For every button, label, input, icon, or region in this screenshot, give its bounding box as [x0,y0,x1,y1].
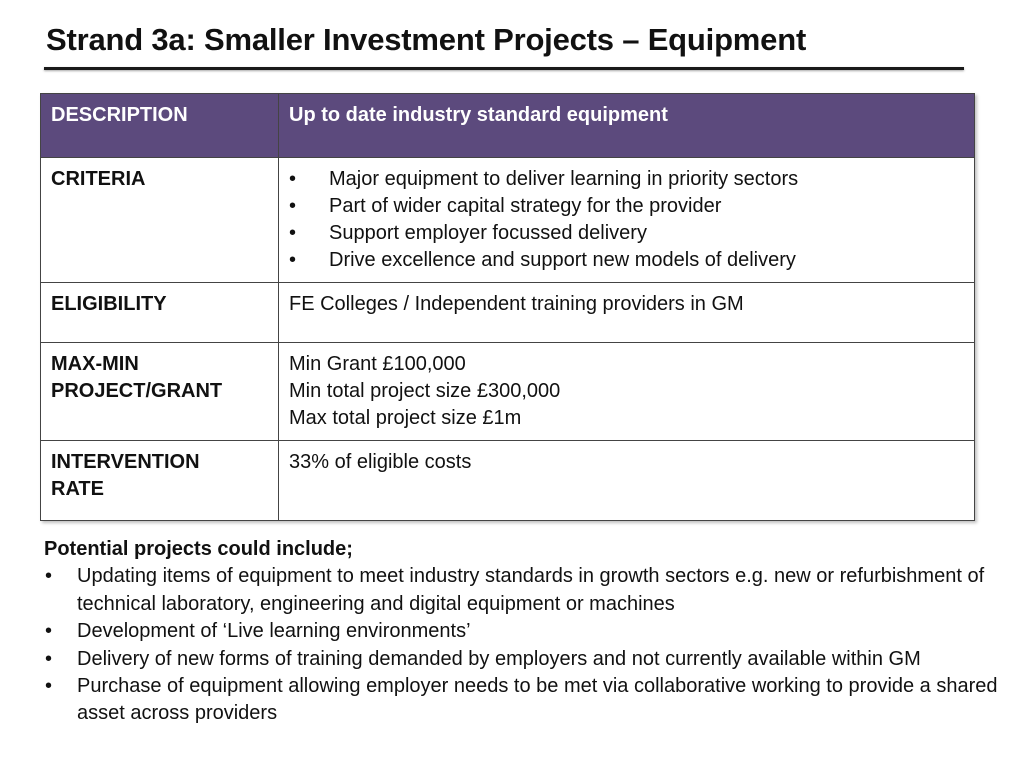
eligibility-row [41,283,975,343]
potential-projects [44,536,1004,728]
bullet-icon: • [45,675,53,698]
max-min-row [41,343,975,441]
criteria-item: • Major equipment to deliver learning in priority sectors [289,166,964,193]
criteria-item: • Part of wider capital strategy for the provider [289,193,964,220]
intervention-label: INTERVENTION RATE [41,441,279,521]
project-item: • Development of ‘Live learning environments’ [44,618,1004,645]
bullet-icon: • [45,647,53,670]
bullet-icon: • [45,565,53,588]
description-label: DESCRIPTION [41,94,279,158]
eligibility-label: ELIGIBILITY [41,283,279,343]
grant-line: Max total project size £1m [289,407,522,429]
intervention-value: 33% of eligible costs [279,441,975,521]
project-item: • Delivery of new forms of training demanded by employers and not currently available within GM [44,646,1004,673]
bullet-icon: • [289,222,297,244]
eligibility-value: FE Colleges / Independent training providers in GM [279,283,975,343]
criteria-row [41,158,975,283]
grant-line: Min total project size £300,000 [289,380,561,402]
slide-title: Strand 3a: Smaller Investment Projects – Equipment [46,22,807,57]
max-min-value [279,343,975,441]
criteria-list [289,166,964,274]
project-item: • Updating items of equipment to meet industry standards in growth sectors e.g. new or refurbishment of technical laboratory, engineering and digital equipment or machines [45,565,985,615]
criteria-item: • Drive excellence and support new models of delivery [289,247,964,274]
max-min-label: MAX-MIN PROJECT/GRANT [41,343,279,441]
description-value: Up to date industry standard equipment [279,94,975,158]
bullet-icon: • [289,168,297,190]
criteria-label: CRITERIA [41,158,279,283]
criteria-value [279,158,975,283]
title-divider [44,67,964,70]
table-header-row [41,94,975,158]
details-table [40,93,975,521]
potential-projects-heading: Potential projects could include; [44,538,353,560]
criteria-item: • Support employer focussed delivery [289,220,964,247]
bullet-icon: • [289,195,297,217]
bullet-icon: • [45,620,53,643]
bullet-icon: • [289,249,297,271]
intervention-row [41,441,975,521]
project-item: • Purchase of equipment allowing employer needs to be met via collaborative working to provide a shared asset across providers [45,675,998,725]
grant-line: Min Grant £100,000 [289,353,466,375]
projects-list [44,563,1004,727]
